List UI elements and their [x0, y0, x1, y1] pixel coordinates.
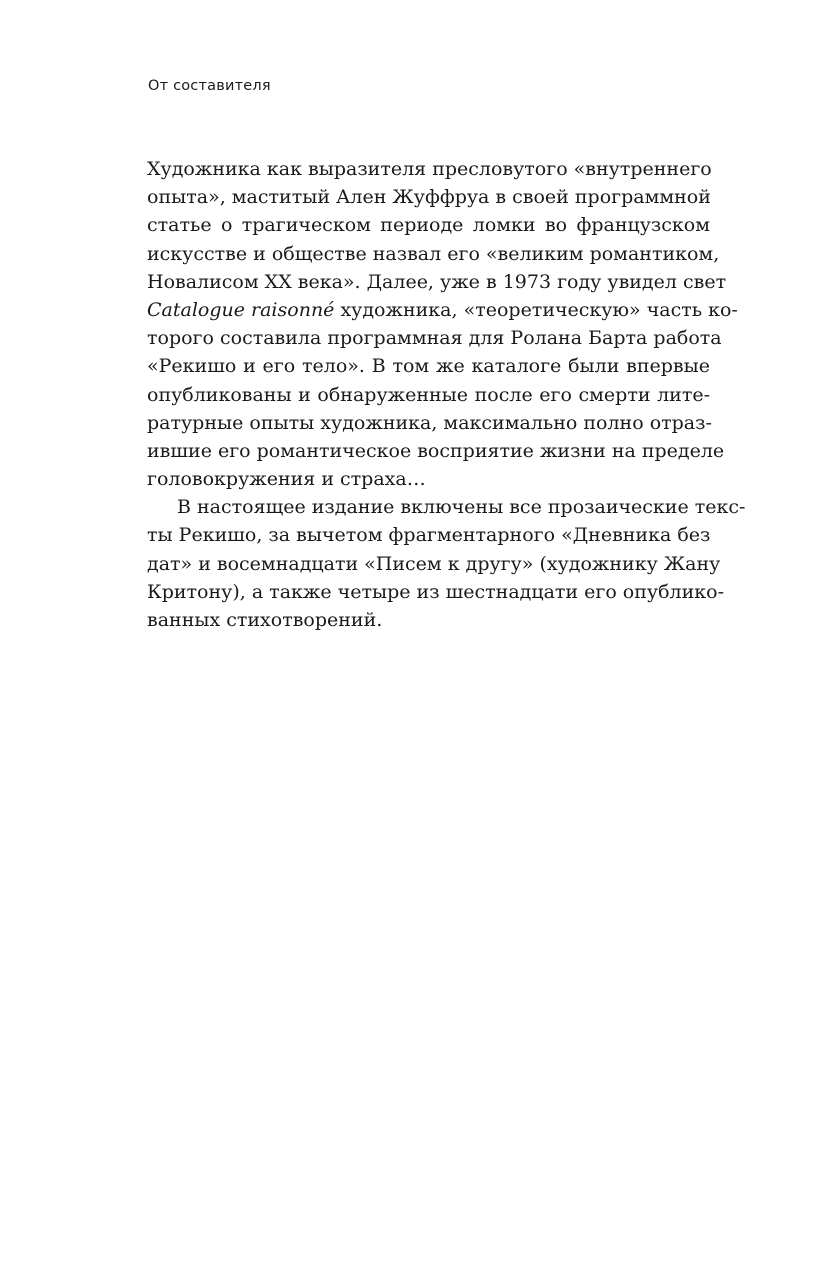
text-line [147, 437, 725, 465]
text-line [147, 550, 721, 578]
text-line [147, 578, 724, 606]
text-line [147, 521, 710, 549]
text-segment: Новалисом XX века». Далее, уже в 1973 году увидел свет [147, 270, 727, 293]
text-line [147, 409, 710, 437]
text-line [147, 183, 710, 211]
text-line [147, 465, 710, 493]
text-segment: опубликованы и обнаруженные после его смерти лите- [147, 383, 710, 406]
text-segment: художника, «теоретическую» часть ко- [334, 298, 738, 321]
text-segment: Художника как выразителя пресловутого «внутреннего [147, 158, 712, 180]
text-line [147, 352, 710, 380]
text-line [147, 268, 727, 296]
text-segment: ратурные опыты художника, максимально полно отраз- [147, 411, 712, 434]
text-line [147, 211, 710, 239]
text-segment: ты Рекишо, за вычетом фрагментарного «Дневника без [147, 524, 711, 547]
text-segment: головокружения и страха… [147, 468, 426, 491]
text-segment: торого составила программная для Ролана Барта работа [147, 327, 722, 350]
text-segment: ившие его романтическое восприятие жизни на пределе [147, 439, 725, 462]
text-line [147, 240, 720, 268]
text-line [147, 606, 710, 634]
text-line [147, 296, 738, 324]
running-head: От составителя [148, 78, 271, 94]
text-line [147, 381, 710, 409]
text-line [147, 493, 746, 521]
text-segment: опыта», маститый Ален Жуффруа в своей программной [147, 186, 711, 209]
body-text [147, 155, 746, 634]
text-segment: Критону), а также четыре из шестнадцати его опублико- [147, 580, 724, 603]
text-line [147, 155, 710, 183]
text-segment: статье о трагическом периоде ломки во французском [147, 214, 710, 237]
text-segment: «Рекишо и его тело». В том же каталоге были впервые [147, 355, 710, 378]
italic-segment: Catalogue raisonné [147, 298, 335, 321]
text-segment: дат» и восемнадцати «Писем к другу» (художнику Жану [147, 552, 721, 575]
text-segment: ванных стихотворений. [147, 609, 383, 631]
text-line [147, 324, 722, 352]
text-segment: искусстве и обществе назвал его «великим романтиком, [147, 242, 720, 265]
text-segment: В настоящее издание включены все прозаические текс- [177, 496, 746, 519]
